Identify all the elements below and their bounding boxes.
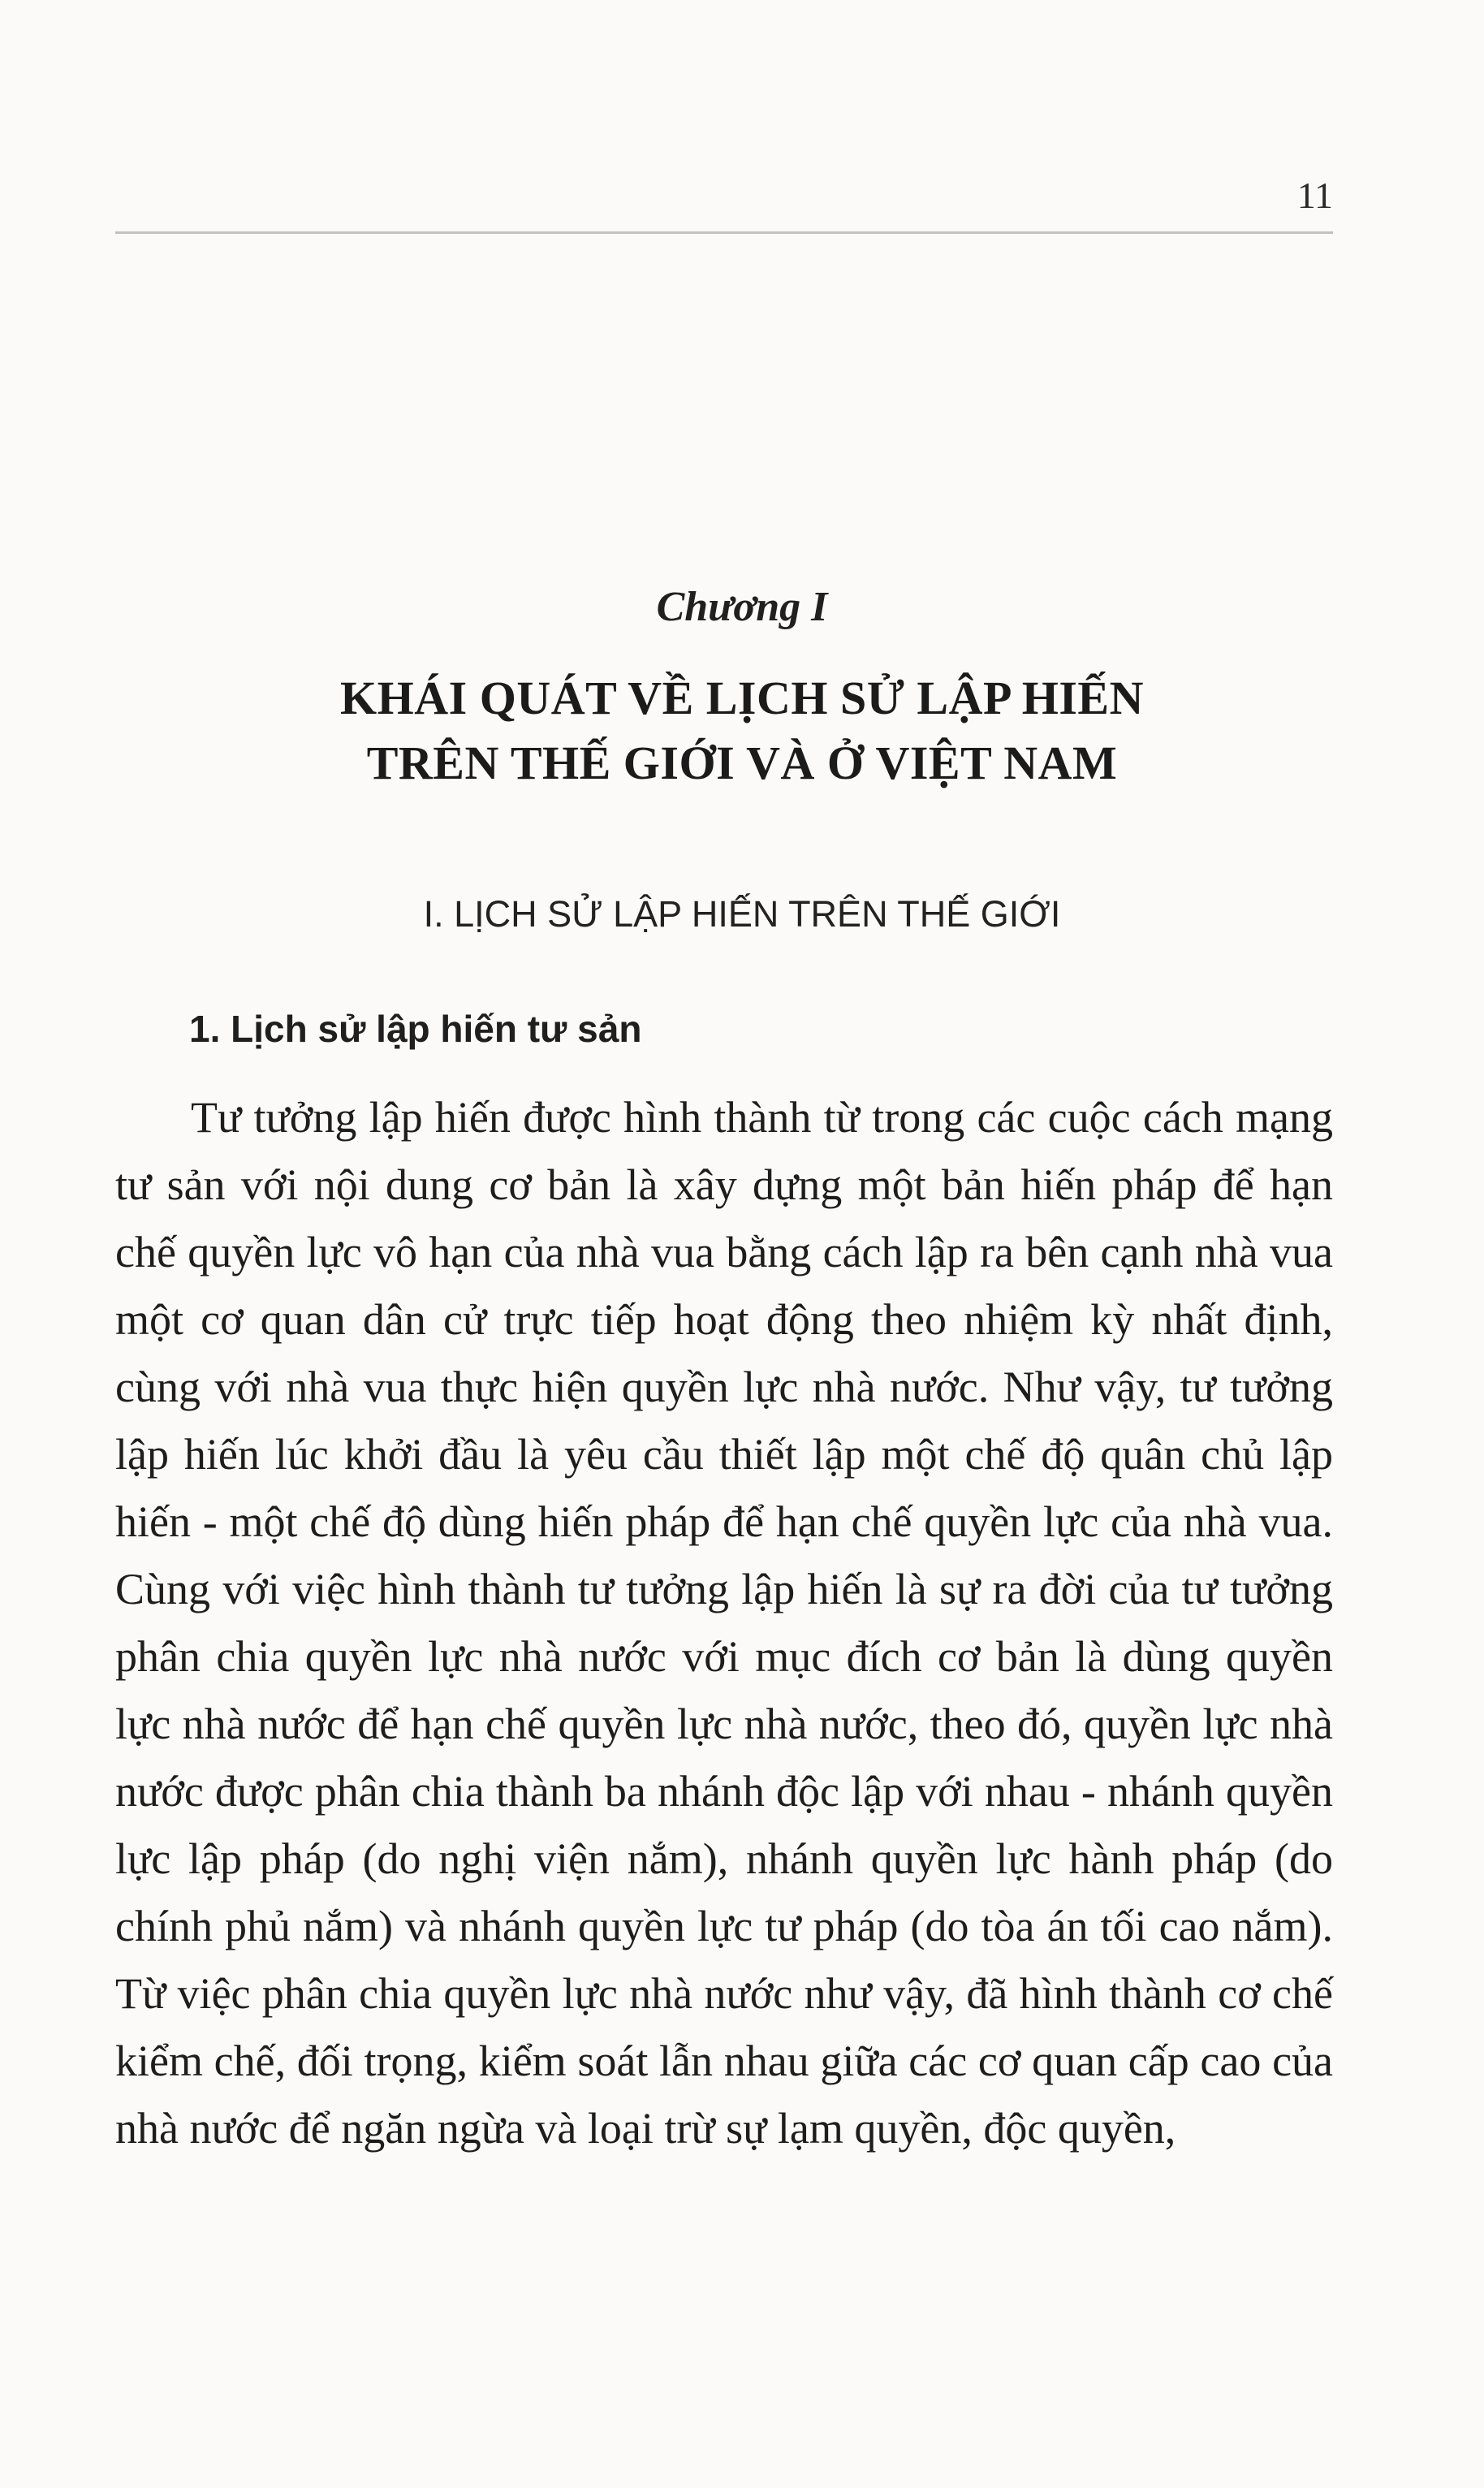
subsection-heading: 1. Lịch sử lập hiến tư sản: [189, 1008, 642, 1050]
chapter-title-line-2: TRÊN THẾ GIỚI VÀ Ở VIỆT NAM: [366, 736, 1118, 789]
body-paragraph: Tư tưởng lập hiến được hình thành từ trong các cuộc cách mạng tư sản với nội dung cơ bản là xây dựng một bản hiến pháp để hạn chế quyền lực vô hạn của nhà vua bằng cách lập ra bên cạnh nhà vua một cơ quan dân cử trực tiếp hoạt động theo nhiệm kỳ nhất định, cùng với nhà vua thực hiện quyền lực nhà nước. Như vậy, tư tưởng lập hiến lúc khởi đầu là yêu cầu thiết lập một chế độ quân chủ lập hiến - một chế độ dùng hiến pháp để hạn chế quyền lực của nhà vua. Cùng với việc hình thành tư tưởng lập hiến là sự ra đời của tư tưởng phân chia quyền lực nhà nước với mục đích cơ bản là dùng quyền lực nhà nước để hạn chế quyền lực nhà nước, theo đó, quyền lực nhà nước được phân chia thành ba nhánh độc lập với nhau - nhánh quyền lực lập pháp (do nghị viện nắm), nhánh quyền lực hành pháp (do chính phủ nắm) và nhánh quyền lực tư pháp (do tòa án tối cao nắm). Từ việc phân chia quyền lực nhà nước như vậy, đã hình thành cơ chế kiểm chế, đối trọng, kiểm soát lẫn nhau giữa các cơ quan cấp cao của nhà nước để ngăn ngừa và loại trừ sự lạm quyền, độc quyền,: [115, 1093, 1333, 2153]
chapter-title: [0, 666, 1484, 796]
chapter-title-line-1: KHÁI QUÁT VỀ LỊCH SỬ LẬP HIẾN: [340, 672, 1144, 724]
section-heading: I. LỊCH SỬ LẬP HIẾN TRÊN THẾ GIỚI: [423, 893, 1061, 935]
header-divider: [115, 231, 1333, 234]
chapter-label: Chương I: [656, 584, 828, 630]
page-number: 11: [1296, 175, 1333, 216]
running-header: [115, 174, 1333, 222]
